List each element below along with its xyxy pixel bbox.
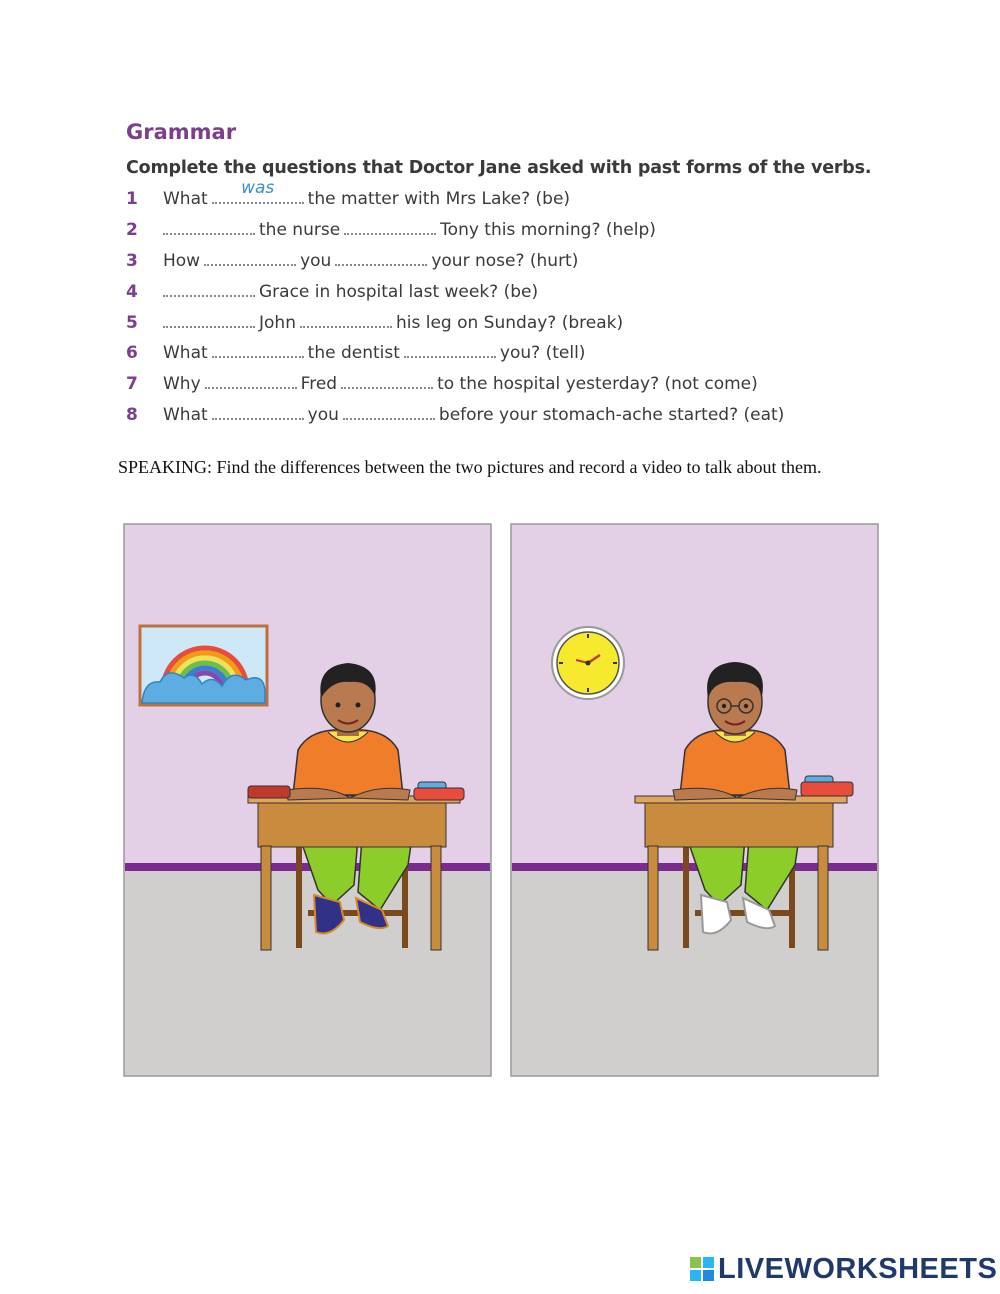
- answer-blank[interactable]: [212, 342, 304, 358]
- question-text: the nurse: [259, 220, 341, 240]
- question-text: John: [259, 313, 296, 333]
- question-2: [126, 219, 656, 245]
- picture-left: [124, 524, 491, 1076]
- answer-blank[interactable]: [335, 250, 427, 266]
- question-number: 6: [126, 343, 138, 363]
- question-text: his leg on Sunday? (break): [395, 313, 624, 333]
- question-3: [126, 250, 578, 276]
- question-number: 4: [126, 282, 138, 302]
- clock: [552, 627, 624, 699]
- question-text: How: [163, 251, 201, 271]
- question-number: 1: [126, 189, 138, 209]
- answer-blank[interactable]: [341, 373, 433, 389]
- rainbow-picture: [140, 626, 267, 705]
- speaking-instruction: SPEAKING: Find the differences between the two pictures and record a video to talk about them.: [118, 457, 822, 477]
- answer-blank[interactable]: [163, 219, 255, 235]
- logo-icon: [690, 1257, 714, 1281]
- question-number: 2: [126, 220, 138, 240]
- question-text: before your stomach-ache started? (eat): [438, 405, 785, 425]
- answer-blank[interactable]: [205, 373, 297, 389]
- question-1: [126, 178, 571, 214]
- question-number: 5: [126, 313, 138, 333]
- question-8: [126, 404, 784, 430]
- question-text: What: [163, 343, 208, 363]
- question-text: Grace in hospital last week? (be): [259, 282, 539, 302]
- question-number: 3: [126, 251, 138, 271]
- picture-right: [511, 524, 878, 1076]
- answer-blank[interactable]: [404, 342, 496, 358]
- question-number: 7: [126, 374, 138, 394]
- answer-blank[interactable]: [204, 250, 296, 266]
- question-text: to the hospital yesterday? (not come): [437, 374, 758, 394]
- question-text: Tony this morning? (help): [440, 220, 656, 240]
- grammar-instruction: Complete the questions that Doctor Jane asked with past forms of the verbs.: [126, 158, 872, 178]
- question-text: the matter with Mrs Lake? (be): [307, 189, 571, 209]
- answer-blank[interactable]: [344, 219, 436, 235]
- answer-blank[interactable]: [163, 312, 255, 328]
- liveworksheets-logo: [690, 1252, 997, 1286]
- answer-blank[interactable]: [163, 281, 255, 297]
- answer-blank[interactable]: [212, 404, 304, 420]
- difference-pictures: [118, 520, 888, 1080]
- answer-text: was: [241, 178, 275, 198]
- grammar-title: Grammar: [126, 120, 237, 144]
- question-text: What: [163, 405, 208, 425]
- question-4: [126, 281, 538, 307]
- answer-blank[interactable]: [300, 312, 392, 328]
- question-text: your nose? (hurt): [431, 251, 579, 271]
- answer-blank[interactable]: [212, 178, 304, 204]
- question-text: you? (tell): [499, 343, 586, 363]
- logo-text: LIVEWORKSHEETS: [718, 1252, 998, 1285]
- question-text: the dentist: [307, 343, 400, 363]
- question-7: [126, 373, 758, 399]
- question-text: What: [163, 189, 208, 209]
- question-text: Fred: [300, 374, 338, 394]
- question-text: you: [307, 405, 339, 425]
- question-text: you: [300, 251, 332, 271]
- answer-blank[interactable]: [343, 404, 435, 420]
- question-6: [126, 342, 585, 368]
- question-5: [126, 312, 623, 338]
- question-text: Why: [163, 374, 201, 394]
- question-number: 8: [126, 405, 138, 425]
